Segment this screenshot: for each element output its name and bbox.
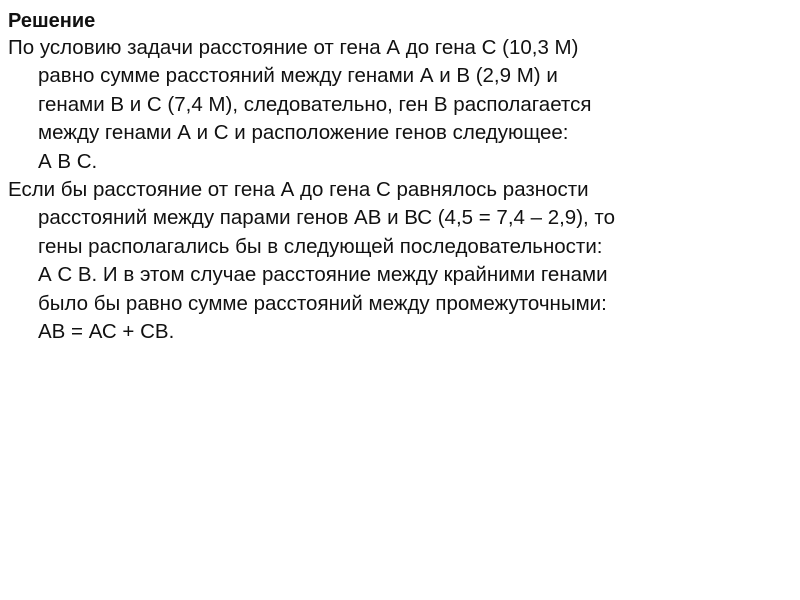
paragraph-2 — [8, 176, 792, 346]
paragraph-2-line-5: было бы равно сумме расстояний между промежуточными: — [38, 291, 607, 315]
paragraph-2-line-2: расстояний между парами генов АВ и ВС (4,5 = 7,4 – 2,9), то — [38, 206, 615, 230]
paragraph-1-line-1: По условию задачи расстояние от гена А до гена С (10,3 М) — [8, 36, 579, 59]
paragraph-2-line-4: А С В. И в этом случае расстояние между крайними генами — [38, 263, 608, 287]
slide-heading: Решение — [8, 10, 96, 32]
paragraph-2-line-6: АВ = АС + СВ. — [38, 320, 175, 344]
paragraph-2-line-1: Если бы расстояние от гена А до гена С равнялось разности — [8, 178, 589, 202]
paragraph-1-line-3: генами В и С (7,4 М), следовательно, ген В располагается — [38, 92, 592, 116]
paragraph-1-line-2: равно сумме расстояний между генами А и В (2,9 М) и — [38, 64, 558, 88]
paragraph-1 — [8, 34, 792, 176]
slide-content — [8, 8, 792, 346]
paragraph-2-line-3: гены располагались бы в следующей последовательности: — [38, 234, 603, 258]
paragraph-1-line-4: между генами А и С и расположение генов следующее: — [38, 121, 569, 145]
paragraph-1-line-5: А В С. — [38, 149, 98, 173]
